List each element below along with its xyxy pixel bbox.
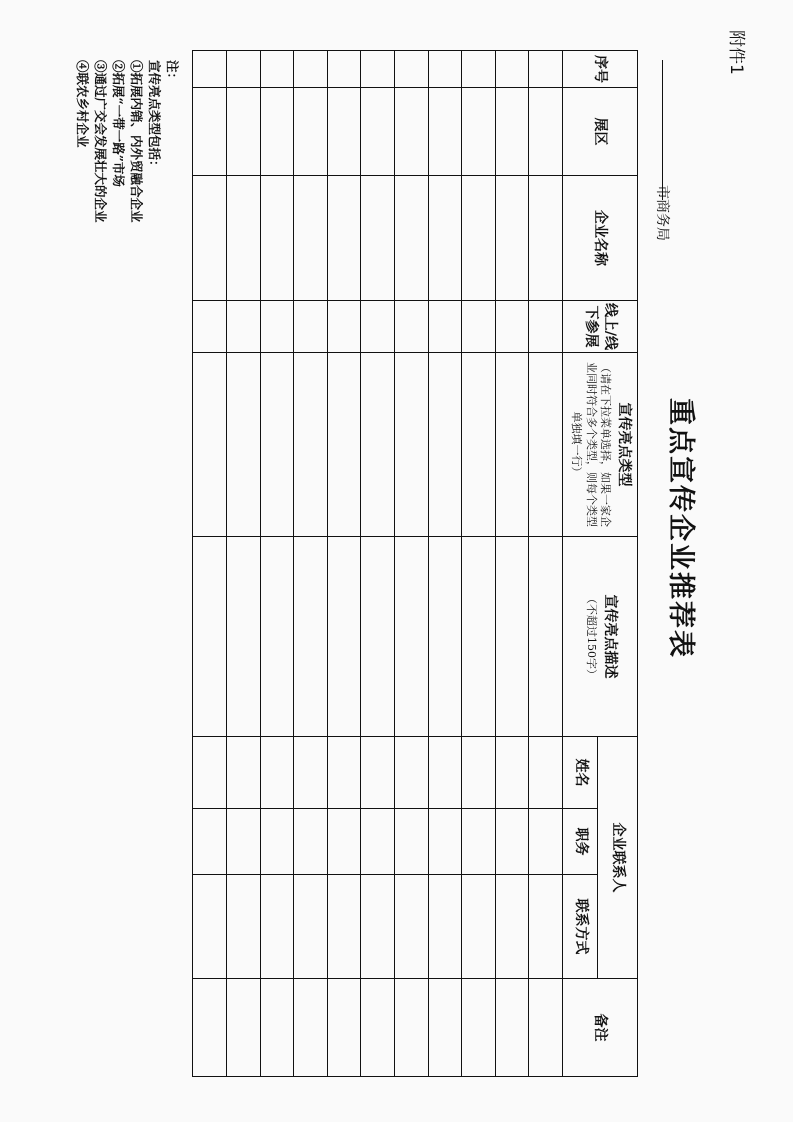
table-cell[interactable] bbox=[294, 537, 328, 737]
table-cell[interactable] bbox=[260, 875, 294, 979]
table-cell[interactable] bbox=[428, 979, 462, 1077]
table-row bbox=[462, 51, 496, 1077]
notes-item: ④联农乡村企业 bbox=[75, 60, 90, 148]
table-cell[interactable] bbox=[294, 737, 328, 809]
table-cell[interactable] bbox=[193, 979, 227, 1077]
notes-intro: 宣传亮点类型包括： bbox=[147, 60, 162, 173]
table-cell[interactable] bbox=[260, 979, 294, 1077]
header-desc-sub: （不超过150字） bbox=[584, 593, 598, 680]
table-cell[interactable] bbox=[462, 301, 496, 353]
notes bbox=[73, 60, 181, 223]
notes-item: ②拓展“一带一路”市场 bbox=[111, 60, 126, 187]
table-cell[interactable] bbox=[260, 176, 294, 301]
table-cell[interactable] bbox=[361, 88, 395, 176]
table-cell[interactable] bbox=[260, 737, 294, 809]
table-row bbox=[495, 51, 529, 1077]
table-cell[interactable] bbox=[260, 301, 294, 353]
table-row bbox=[395, 51, 429, 1077]
header-district: 展区 bbox=[563, 88, 638, 176]
table-cell[interactable] bbox=[294, 51, 328, 88]
header-contact-phone: 联系方式 bbox=[563, 875, 598, 979]
table-cell[interactable] bbox=[495, 51, 529, 88]
table-cell[interactable] bbox=[294, 176, 328, 301]
table-cell[interactable] bbox=[495, 809, 529, 875]
table-cell[interactable] bbox=[529, 809, 563, 875]
table-cell[interactable] bbox=[462, 88, 496, 176]
table-cell[interactable] bbox=[529, 979, 563, 1077]
table-cell[interactable] bbox=[327, 301, 361, 353]
table-cell[interactable] bbox=[462, 537, 496, 737]
table-cell[interactable] bbox=[193, 51, 227, 88]
table-cell[interactable] bbox=[294, 875, 328, 979]
table-cell[interactable] bbox=[495, 176, 529, 301]
header-row bbox=[598, 51, 638, 1077]
table-cell[interactable] bbox=[193, 737, 227, 809]
notes-item: ③通过广交会发展壮大的企业 bbox=[93, 60, 108, 223]
table-cell[interactable] bbox=[361, 979, 395, 1077]
table-body bbox=[193, 51, 563, 1077]
table-cell[interactable] bbox=[395, 979, 429, 1077]
table-row bbox=[227, 51, 261, 1077]
table-cell[interactable] bbox=[462, 875, 496, 979]
table-cell[interactable] bbox=[227, 809, 261, 875]
attachment-label: 附件1 bbox=[726, 30, 746, 75]
bureau-fill-line bbox=[662, 60, 663, 200]
table-cell[interactable] bbox=[327, 51, 361, 88]
table-cell[interactable] bbox=[260, 51, 294, 88]
table-cell[interactable] bbox=[529, 537, 563, 737]
header-type-sub: （请在下拉菜单选择，如果一家企业同时符合多个类型，则每个类型单独填一行） bbox=[570, 362, 612, 527]
table-cell[interactable] bbox=[260, 353, 294, 537]
header-mode: 线上/线下参展 bbox=[563, 301, 638, 353]
table-cell[interactable] bbox=[395, 537, 429, 737]
table-cell[interactable] bbox=[193, 88, 227, 176]
table-cell[interactable] bbox=[227, 875, 261, 979]
table-cell[interactable] bbox=[462, 737, 496, 809]
table-cell[interactable] bbox=[495, 737, 529, 809]
table-cell[interactable] bbox=[327, 875, 361, 979]
header-seq: 序号 bbox=[563, 51, 638, 88]
table-cell[interactable] bbox=[462, 176, 496, 301]
table-cell[interactable] bbox=[361, 809, 395, 875]
table-row bbox=[361, 51, 395, 1077]
table-cell[interactable] bbox=[327, 537, 361, 737]
table-cell[interactable] bbox=[395, 301, 429, 353]
table-cell[interactable] bbox=[529, 737, 563, 809]
table-cell[interactable] bbox=[227, 979, 261, 1077]
table-cell[interactable] bbox=[462, 809, 496, 875]
recommendation-table bbox=[192, 50, 638, 1077]
table-cell[interactable] bbox=[260, 537, 294, 737]
table-cell[interactable] bbox=[327, 979, 361, 1077]
table-row bbox=[529, 51, 563, 1077]
table-cell[interactable] bbox=[327, 809, 361, 875]
table-cell[interactable] bbox=[428, 737, 462, 809]
table-cell[interactable] bbox=[361, 353, 395, 537]
table-cell[interactable] bbox=[193, 301, 227, 353]
table-cell[interactable] bbox=[227, 51, 261, 88]
table-cell[interactable] bbox=[227, 537, 261, 737]
table-cell[interactable] bbox=[428, 176, 462, 301]
table-cell[interactable] bbox=[462, 979, 496, 1077]
page-title: 重点宣传企业推荐表 bbox=[665, 398, 696, 659]
table-cell[interactable] bbox=[227, 737, 261, 809]
table-row bbox=[193, 51, 227, 1077]
table-cell[interactable] bbox=[227, 88, 261, 176]
table-cell[interactable] bbox=[294, 353, 328, 537]
table-cell[interactable] bbox=[227, 353, 261, 537]
table-cell[interactable] bbox=[428, 88, 462, 176]
table-cell[interactable] bbox=[227, 176, 261, 301]
header-contact-group: 企业联系人 bbox=[598, 737, 638, 979]
table-cell[interactable] bbox=[529, 875, 563, 979]
header-contact-name: 姓名 bbox=[563, 737, 598, 809]
header-contact-title: 职务 bbox=[563, 809, 598, 875]
table-row bbox=[294, 51, 328, 1077]
table-cell[interactable] bbox=[193, 537, 227, 737]
table-cell[interactable] bbox=[294, 301, 328, 353]
table-cell[interactable] bbox=[428, 353, 462, 537]
table-cell[interactable] bbox=[495, 88, 529, 176]
table-cell[interactable] bbox=[462, 353, 496, 537]
table-cell[interactable] bbox=[529, 88, 563, 176]
table-cell[interactable] bbox=[395, 737, 429, 809]
table-cell[interactable] bbox=[361, 737, 395, 809]
header-type-main: 宣传亮点类型 bbox=[615, 402, 632, 487]
table-cell[interactable] bbox=[529, 176, 563, 301]
table-cell[interactable] bbox=[529, 51, 563, 88]
table-cell[interactable] bbox=[361, 51, 395, 88]
table-cell[interactable] bbox=[193, 809, 227, 875]
table-cell[interactable] bbox=[193, 875, 227, 979]
table-cell[interactable] bbox=[361, 301, 395, 353]
table-cell[interactable] bbox=[327, 176, 361, 301]
notes-heading: 注： bbox=[165, 60, 180, 86]
notes-item: ①拓展内销、内外贸融合企业 bbox=[129, 60, 144, 223]
table-cell[interactable] bbox=[361, 537, 395, 737]
table-cell[interactable] bbox=[395, 809, 429, 875]
table-cell[interactable] bbox=[361, 875, 395, 979]
bureau-label: 市商务局 bbox=[654, 185, 670, 241]
table-cell[interactable] bbox=[395, 875, 429, 979]
table-cell[interactable] bbox=[193, 176, 227, 301]
header-type bbox=[563, 353, 638, 537]
table-cell[interactable] bbox=[495, 979, 529, 1077]
table-cell[interactable] bbox=[193, 353, 227, 537]
table-cell[interactable] bbox=[227, 301, 261, 353]
table-cell[interactable] bbox=[428, 809, 462, 875]
table-cell[interactable] bbox=[294, 88, 328, 176]
table-cell[interactable] bbox=[327, 737, 361, 809]
table-cell[interactable] bbox=[495, 875, 529, 979]
table-cell[interactable] bbox=[529, 353, 563, 537]
table-cell[interactable] bbox=[395, 353, 429, 537]
table-cell[interactable] bbox=[327, 88, 361, 176]
table-cell[interactable] bbox=[294, 979, 328, 1077]
header-desc bbox=[563, 537, 638, 737]
table-cell[interactable] bbox=[395, 51, 429, 88]
table-cell[interactable] bbox=[495, 537, 529, 737]
table-cell[interactable] bbox=[495, 301, 529, 353]
table-cell[interactable] bbox=[260, 88, 294, 176]
table-cell[interactable] bbox=[294, 809, 328, 875]
table-cell[interactable] bbox=[428, 51, 462, 88]
header-desc-main: 宣传亮点描述 bbox=[601, 594, 618, 679]
header-company: 企业名称 bbox=[563, 176, 638, 301]
header-remark: 备注 bbox=[563, 979, 638, 1077]
table-cell[interactable] bbox=[428, 301, 462, 353]
table-row bbox=[260, 51, 294, 1077]
table-cell[interactable] bbox=[361, 176, 395, 301]
table-cell[interactable] bbox=[529, 301, 563, 353]
table-cell[interactable] bbox=[395, 88, 429, 176]
table-row bbox=[428, 51, 462, 1077]
table-cell[interactable] bbox=[428, 537, 462, 737]
table-cell[interactable] bbox=[260, 809, 294, 875]
table-cell[interactable] bbox=[395, 176, 429, 301]
table-cell[interactable] bbox=[327, 353, 361, 537]
table-cell[interactable] bbox=[495, 353, 529, 537]
table-row bbox=[327, 51, 361, 1077]
table-cell[interactable] bbox=[462, 51, 496, 88]
table-cell[interactable] bbox=[428, 875, 462, 979]
